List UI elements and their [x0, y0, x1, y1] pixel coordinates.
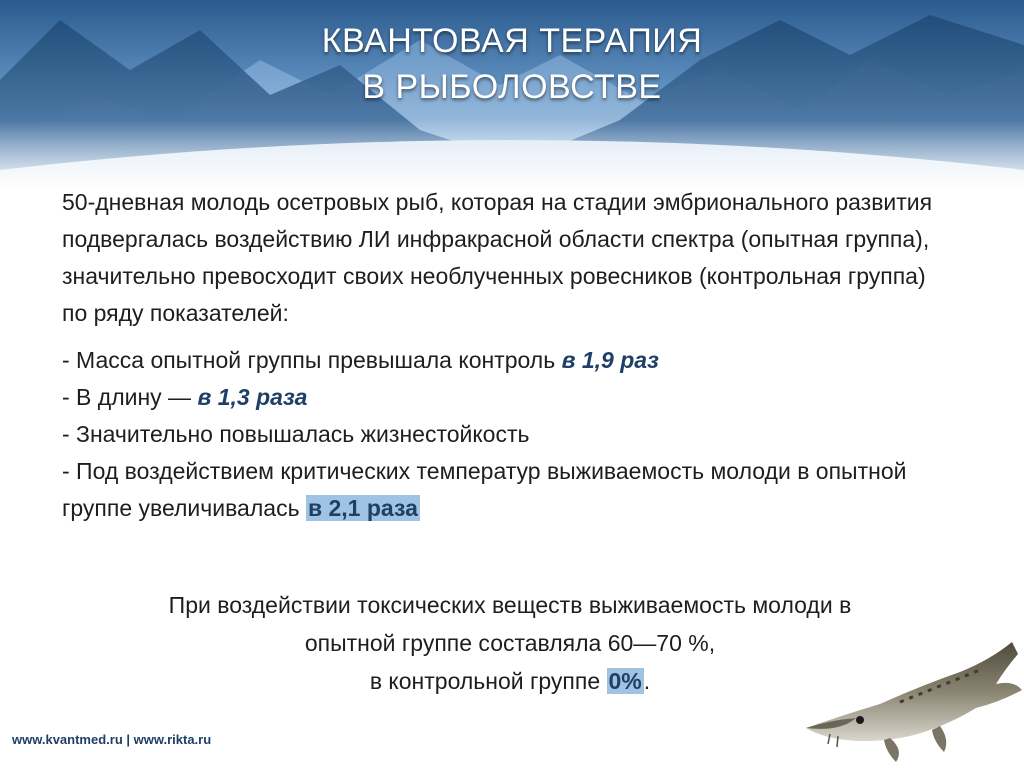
page-title — [0, 18, 1024, 110]
summary-line-3-end: . — [643, 668, 651, 694]
footer-links: www.kvantmed.ru | www.rikta.ru — [12, 732, 212, 747]
results-list — [62, 342, 942, 527]
length-value: в 1,3 раза — [197, 384, 308, 410]
main-text — [62, 184, 942, 527]
mass-text: - Масса опытной группы превышала контроль — [62, 347, 562, 373]
vitality-bullet: - Значительно повышалась жизнестойкость — [62, 421, 530, 447]
mass-value: в 1,9 раз — [561, 347, 659, 373]
mass-bullet — [62, 342, 942, 379]
title-line-2: В РЫБОЛОВСТВЕ — [362, 68, 662, 106]
title-line-1: КВАНТОВАЯ ТЕРАПИЯ — [321, 22, 703, 60]
length-bullet — [62, 379, 942, 416]
summary-line-2: опытной группе составляла 60—70 %, — [304, 630, 716, 656]
sturgeon-image — [800, 620, 1024, 768]
summary-line-1: При воздействии токсических веществ выживаемость молоди в — [168, 592, 852, 618]
sturgeon-fish-icon — [800, 620, 1024, 768]
survival-bullet — [62, 453, 942, 527]
summary-line-3-text: в контрольной группе — [369, 668, 607, 694]
control-group-value: 0% — [608, 668, 642, 694]
survival-text: - Под воздействием критических температур выживаемость молоди в опытной группе увеличивалась — [62, 458, 907, 521]
length-text: - В длину — — [62, 384, 198, 410]
survival-value: в 2,1 раза — [307, 495, 418, 521]
intro-paragraph: 50-дневная молодь осетровых рыб, которая на стадии эмбрионального развития подвергалась воздействию ЛИ инфракрасной области спектра (опытная группа), значительно превосходит своих необлученных ровесников (контрольная группа) по ряду показателей: — [62, 189, 933, 326]
header-mountain-image — [0, 0, 1024, 190]
